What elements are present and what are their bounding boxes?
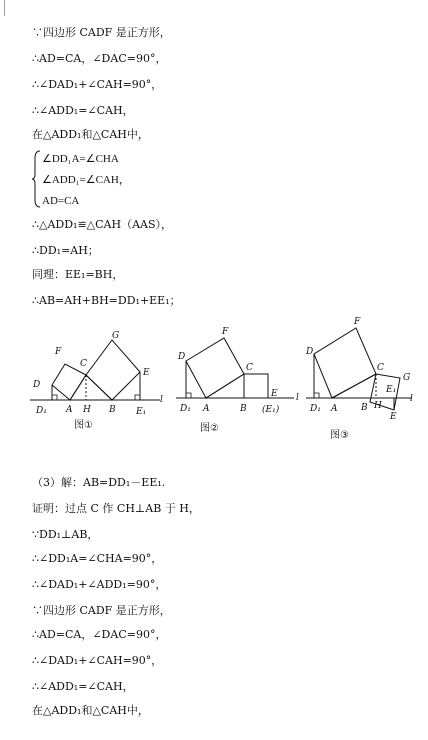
label: C bbox=[377, 363, 384, 373]
figure-3 bbox=[306, 316, 424, 441]
figure-caption: 图③ bbox=[330, 430, 349, 441]
label: D₁ bbox=[180, 404, 191, 414]
label: F bbox=[222, 327, 229, 337]
proof-line: 在△ADD₁和△CAH中， bbox=[32, 128, 149, 141]
figure-3-diagram bbox=[306, 316, 424, 422]
square-cbge bbox=[86, 340, 140, 400]
proof-line: 在△ADD₁和△CAH中， bbox=[32, 704, 149, 717]
label: E₁ bbox=[386, 385, 397, 395]
equation-system bbox=[32, 150, 192, 208]
label: G bbox=[403, 373, 411, 383]
label: (E₁) bbox=[262, 405, 280, 415]
proof-line: ∴AD=CA，∠DAC=90°， bbox=[32, 52, 167, 65]
system-row: AD=CA bbox=[42, 195, 80, 207]
figure-caption: 图② bbox=[200, 423, 219, 434]
label: E₁ bbox=[136, 407, 147, 417]
left-brace-icon bbox=[32, 150, 42, 208]
proof-line: ∵四边形 CADF 是正方形， bbox=[32, 604, 171, 617]
segment-ac bbox=[332, 374, 376, 398]
square-cadf bbox=[314, 328, 376, 398]
figure-1-diagram bbox=[30, 328, 165, 418]
proof-line: ∴AD=CA，∠DAC=90°， bbox=[32, 628, 167, 641]
proof-line: 证明：过点 C 作 CH⊥AB 于 H， bbox=[32, 502, 200, 515]
figure-caption: 图① bbox=[74, 420, 93, 431]
figure-1 bbox=[30, 328, 165, 431]
label: A bbox=[203, 404, 210, 414]
proof-line: ∴∠DAD₁+∠ADD₁=90°， bbox=[32, 578, 167, 591]
proof-line: ∵DD₁⊥AB， bbox=[32, 528, 99, 541]
square-cbge bbox=[244, 374, 268, 398]
label: D bbox=[33, 380, 41, 390]
label: E bbox=[390, 412, 397, 422]
label: F bbox=[354, 317, 361, 327]
label: D bbox=[178, 352, 186, 362]
label: D₁ bbox=[36, 406, 47, 416]
proof-line: ∴∠DD₁A=∠CHA=90°， bbox=[32, 552, 163, 565]
proof-line: 同理：EE₁=BH， bbox=[32, 268, 124, 281]
proof-line: ∴DD₁=AH； bbox=[32, 244, 99, 257]
figure-2 bbox=[176, 322, 306, 434]
figure-2-diagram bbox=[176, 322, 306, 418]
label: H bbox=[374, 401, 382, 411]
label: D bbox=[306, 347, 314, 357]
label: B bbox=[361, 403, 368, 413]
label: E bbox=[271, 389, 278, 399]
label: F bbox=[55, 347, 62, 357]
proof-line: ∴∠ADD₁=∠CAH， bbox=[32, 680, 134, 693]
system-row: ∠DD₁A=∠CHA bbox=[42, 153, 119, 165]
proof-line: ∴∠DAD₁+∠CAH=90°， bbox=[32, 654, 163, 667]
proof-line: ∵四边形 CADF 是正方形， bbox=[32, 26, 171, 39]
label: B bbox=[240, 404, 247, 414]
proof-line: ∴△ADD₁≌△CAH（AAS）， bbox=[32, 218, 173, 231]
label: B bbox=[109, 405, 116, 415]
square-cadf bbox=[186, 338, 244, 398]
label: C bbox=[80, 359, 87, 369]
segment-ac bbox=[70, 375, 86, 400]
label: H bbox=[83, 405, 91, 415]
label: G bbox=[112, 331, 120, 341]
label: C bbox=[246, 363, 253, 373]
label: l bbox=[296, 393, 299, 403]
proof-line: （3）解：AB=DD₁－EE₁. bbox=[32, 476, 166, 489]
proof-line: ∴∠ADD₁=∠CAH， bbox=[32, 104, 134, 117]
label: A bbox=[331, 404, 338, 414]
segment-cb bbox=[86, 375, 112, 400]
label: l bbox=[160, 395, 163, 405]
label: l bbox=[410, 394, 413, 404]
system-row: ∠ADD₁=∠CAH， bbox=[42, 174, 130, 186]
proof-line: ∴AB=AH+BH=DD₁+EE₁； bbox=[32, 294, 181, 307]
proof-line: ∴∠DAD₁+∠CAH=90°， bbox=[32, 78, 163, 91]
page-edge-mark bbox=[4, 0, 5, 16]
label: A bbox=[66, 405, 73, 415]
label: E bbox=[143, 368, 150, 378]
label: D₁ bbox=[310, 404, 321, 414]
segment-ac bbox=[206, 374, 244, 398]
